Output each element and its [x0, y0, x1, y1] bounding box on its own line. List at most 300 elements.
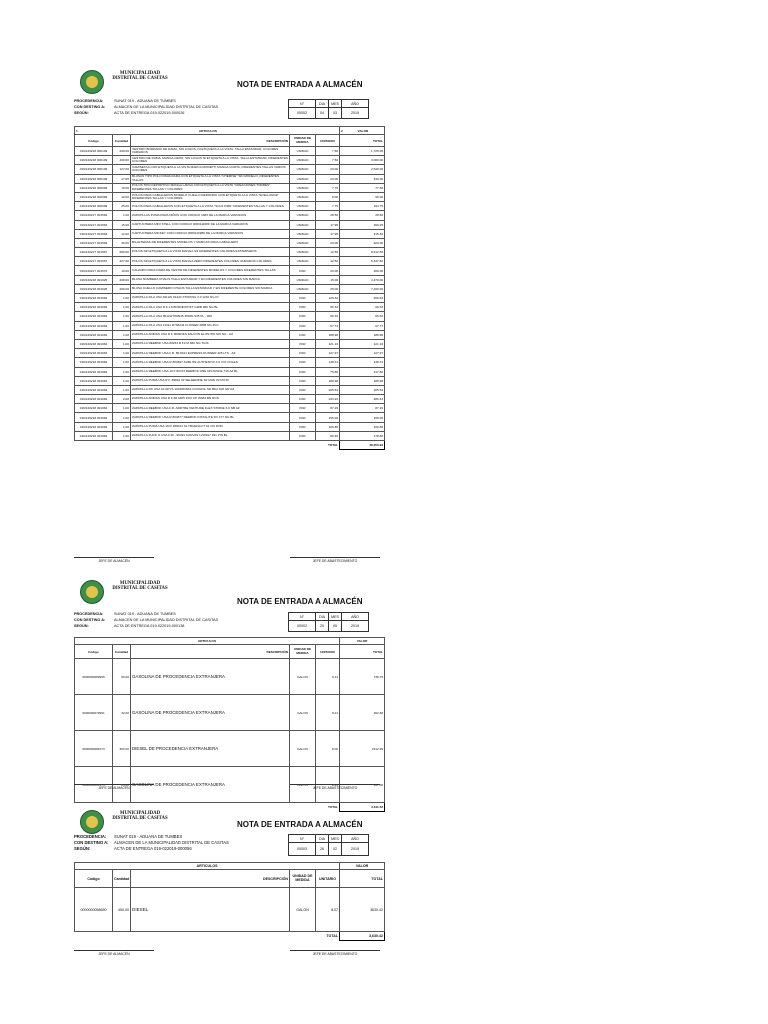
item-total: 200.00: [340, 266, 385, 275]
header-meta: [74, 99, 218, 116]
item-quantity: 90.00: [113, 659, 131, 695]
item-unit-price: 188.98: [316, 376, 340, 385]
col-unitario: UNITARIO: [316, 870, 340, 888]
item-total: 155.06: [340, 413, 385, 422]
item-unit-price: 8.06: [316, 731, 340, 767]
item-total: 148.31: [340, 358, 385, 367]
item-quantity: 450.00: [113, 888, 131, 932]
item-total: 197.06: [340, 767, 385, 803]
table-row: [75, 303, 385, 312]
item-unit: PAR: [290, 367, 316, 376]
item-unit-price: 25.00: [316, 284, 340, 293]
signature-jefe-abastecimiento: JEFE DE ABASTECIMIENTO: [290, 557, 380, 563]
destino-value: ALMACEN DE LA MUNICIPALIDAD DISTRITAL DE CASITAS: [114, 617, 219, 622]
item-unit: PAR: [290, 413, 316, 422]
total-row: [75, 441, 385, 450]
table-row: [75, 339, 385, 348]
item-total: 3,000.00: [340, 156, 385, 165]
mes-value: 05: [329, 621, 342, 632]
document-title: NOTA DE ENTRADA A ALMACÉN: [237, 597, 363, 606]
item-quantity: 689.00: [113, 248, 131, 257]
item-unit: PAR: [290, 294, 316, 303]
item-code: 019/120218 001662: [75, 294, 113, 303]
signature-jefe-abastecimiento: JEFE DE ABASTECIMIENTO: [290, 784, 380, 790]
col-cantidad: Cantidad: [113, 645, 131, 659]
column-header-row: [75, 645, 385, 659]
document-number-box: [288, 834, 369, 856]
item-description: DIESEL DE PROCEDENCIA EXTRANJERA: [131, 731, 290, 767]
articles-table: [74, 862, 385, 941]
item-code: 019/120218 001662: [75, 339, 113, 348]
item-total: 738.79: [340, 659, 385, 695]
item-unit: UNIDAD: [290, 147, 316, 156]
column-header-row: [75, 135, 385, 147]
item-unit: PAR: [290, 385, 316, 394]
item-description: VESTIDO DE DAMA, MANGA CERO, SIN LOGOS NI ETIQUETA A LA VISTA, TALLA ESTANDAR, DIFERENTES COLORES: [132, 155, 288, 164]
item-quantity: 298.00: [113, 275, 131, 284]
item-unit-price: 17.95: [316, 220, 340, 229]
ano-value: 2019: [342, 843, 369, 856]
nota-entrada-1: [70, 70, 385, 570]
municipal-seal-icon: [80, 810, 104, 834]
item-unit-price: 7.75: [316, 183, 340, 192]
dia-header: DIA: [316, 100, 329, 108]
table-row: [75, 695, 385, 731]
item-total: 66.32: [340, 312, 385, 321]
item-unit: PAR: [290, 266, 316, 275]
item-unit: UNIDAD: [290, 229, 316, 238]
item-description: GASOLINA DE PROCEDENCIA EXTRANJERA: [131, 767, 290, 803]
item-description: ZAPATILLA ADIDAS USA R.F. BRENKS FALCON ELITE 5W SW NG - AZ: [131, 330, 290, 339]
item-code: 019/120218 001662: [75, 349, 113, 358]
item-unit-price: 89.40: [316, 431, 340, 440]
grand-total: 3,630.42: [340, 932, 385, 941]
item-unit-price: 17.95: [316, 229, 340, 238]
table-row: [75, 174, 385, 183]
item-code: 019/120218 000109: [75, 156, 113, 165]
section-right-number: 2: [341, 128, 343, 133]
col-codigo: Código: [75, 645, 113, 659]
total-label: TOTAL: [328, 805, 339, 810]
valor-section-title: VALOR: [357, 128, 369, 133]
col-descripcion: DESCRIPCIÓN: [131, 870, 290, 888]
table-row: [75, 376, 385, 385]
col-descripcion: DESCRIPCIÓN: [131, 135, 290, 147]
item-code: 019/120218 001662: [75, 422, 113, 431]
table-row: [75, 257, 385, 266]
item-code: 019/120217 001564: [75, 229, 113, 238]
item-total: 269.25: [340, 220, 385, 229]
item-unit-price: 12.50: [316, 257, 340, 266]
articles-section-title: ARTICULOS: [75, 638, 340, 645]
item-code: 019/120218 000109: [75, 174, 113, 183]
item-code: 0000000081573: [75, 731, 113, 767]
item-quantity: 1.00: [113, 312, 131, 321]
item-unit: UNIDAD: [290, 165, 316, 174]
table-row: [75, 349, 385, 358]
municipality-name: MUNICIPALIDAD DISTRITAL DE CASITAS: [112, 581, 168, 592]
item-code: 019/120218 001625: [75, 275, 113, 284]
item-description: ZAPATILLA DC USA 10 ADYS 100188 BK2 COUNCIL SD BK2 108 GR AZ: [131, 385, 290, 394]
rows-body: [75, 888, 385, 932]
table-row: [75, 358, 385, 367]
item-unit-price: 67.73: [316, 321, 340, 330]
item-description: POLOS SIN ETIQUETA A LA VISTA MANGA ZERO DIFERENTES COLORES VARIADOS COLORES: [131, 257, 290, 266]
table-row: [75, 284, 385, 293]
document-number-box: [288, 99, 369, 119]
item-unit-price: 188.98: [316, 330, 340, 339]
item-unit: GALON: [290, 888, 316, 932]
table-row: [75, 220, 385, 229]
item-total: 28.50: [340, 211, 385, 220]
ano-header: AÑO: [342, 835, 369, 843]
nota-entrada-2: [70, 580, 385, 810]
item-quantity: 127.00: [113, 165, 131, 174]
item-quantity: 296.00: [113, 284, 131, 293]
table-row: [75, 367, 385, 376]
item-quantity: 15.00: [113, 220, 131, 229]
item-description: POLOS SIN ETIQUETA A LA VISTA MANGA 3/4 DIFERENTES COLORES ESTAMPADOS: [131, 248, 290, 257]
item-quantity: 12.00: [113, 192, 131, 201]
table-row: [75, 147, 385, 156]
item-quantity: 1.00: [113, 404, 131, 413]
item-unit-price: 87.29: [316, 404, 340, 413]
item-total: 178.80: [340, 431, 385, 440]
ano-header: AÑO: [342, 100, 369, 108]
item-quantity: 1.00: [113, 330, 131, 339]
col-unidad: UNIDAD DE MEDIDA: [290, 645, 316, 659]
item-total: 250.64: [340, 294, 385, 303]
item-quantity: 46.00: [113, 238, 131, 247]
item-quantity: 1.00: [113, 385, 131, 394]
item-unit-price: 20.00: [316, 165, 340, 174]
table-row: [75, 385, 385, 394]
col-descripcion: DESCRIPCIÓN: [131, 645, 290, 659]
item-description: ZAPATILLA REEBOK USA 80254 R F2 M 830 NG TGIS: [131, 339, 290, 348]
item-total: 920.00: [340, 238, 385, 247]
item-quantity: 1.00: [113, 339, 131, 348]
municipality-name: MUNICIPALIDAD DISTRITAL DE CASITAS: [112, 811, 168, 822]
item-unit: PAR: [290, 303, 316, 312]
section-header-row: [75, 127, 385, 135]
no-header: N°: [289, 613, 316, 621]
table-row: [75, 422, 385, 431]
item-code: 019/120218 001662: [75, 413, 113, 422]
item-total: 8,612.50: [340, 248, 385, 257]
item-description: BLUSA NUMBERA CHALIS TALLA ESTANDAR Y EN DIFERENTES COLORES SIN MARCA: [131, 275, 290, 284]
header-meta: [74, 612, 218, 629]
item-code: 019/120218 001662: [75, 358, 113, 367]
no-value: 00002: [289, 621, 316, 632]
item-quantity: 300.00: [113, 731, 131, 767]
item-total: 188.98: [340, 376, 385, 385]
item-description: POLOS PARA CABALLEROS CON ETIQUETA A LA VISTA "SOUL FIRE" DIFERENTES TALLAS Y COLORES: [131, 202, 290, 211]
item-quantity: 10.00: [113, 266, 131, 275]
segun-value: ACTA DE ENTREGA 019-022019-000056: [114, 845, 192, 851]
item-unit: UNIDAD: [290, 257, 316, 266]
articles-table: [74, 126, 385, 450]
item-unit: PAR: [290, 404, 316, 413]
item-description: ZAPATILLA ADIDAS USA R F 86 1665 ZXO CP W681 BN ROS: [131, 395, 290, 404]
item-description: BILLETERAS DE DIFERENTES MODELOS Y MARCAS PARA CABALLERO: [131, 238, 290, 247]
table-row: [75, 294, 385, 303]
item-quantity: 25.00: [113, 202, 131, 211]
item-quantity: 1.00: [113, 303, 131, 312]
table-row: [75, 183, 385, 192]
item-code: 0000000089995: [75, 659, 113, 695]
municipality-name: MUNICIPALIDAD DISTRITAL DE CASITAS: [112, 71, 168, 82]
item-code: 019/120217 001567: [75, 257, 113, 266]
item-code: 019/120217 001564: [75, 211, 113, 220]
item-unit-price: 66.32: [316, 303, 340, 312]
item-code: 0000000081575: [75, 767, 113, 803]
col-unitario: UNITARIO: [316, 135, 340, 147]
item-unit-price: 28.50: [316, 211, 340, 220]
procedencia-label: PROCEDENCIA:: [74, 612, 104, 616]
item-description: ZAPATILLA FILA USA 811LW 91244 XTRIXNG 3.0 1216 NG PI: [131, 294, 290, 303]
item-description: ZAPATILLA REEBOK USA R 804597 SUBLITE AUTHENTIC 4.0 V37 COLES: [131, 358, 290, 367]
section-left-number: 1: [76, 128, 78, 133]
table-row: [75, 404, 385, 413]
table-row: [75, 312, 385, 321]
item-description: CAMISETAS CON ETIQUETA A LA VISTA MARCA MORETTI MANGA CORTA, DIFERENTES TALLAS VARIOS COLORES: [131, 165, 290, 174]
item-quantity: 427.00: [113, 257, 131, 266]
municipal-seal-icon: [80, 580, 104, 604]
item-description: ZAPATILLA ZUCK O USA F.RI - 96491 CANVAS LVW917 491 279 BL: [131, 431, 290, 440]
destino-label: CON DESTINO A:: [74, 617, 106, 622]
item-code: 019/120218 001662: [75, 376, 113, 385]
section-header-row: [75, 863, 385, 870]
dia-value: 26: [316, 843, 329, 856]
destino-label: CON DESTINO A:: [74, 104, 106, 109]
item-total: 4,470.00: [340, 275, 385, 284]
item-code: 019/120218 001662: [75, 367, 113, 376]
item-unit-price: 12.50: [316, 248, 340, 257]
item-total: 5,337.50: [340, 257, 385, 266]
table-row: [75, 413, 385, 422]
item-total: 217.80: [340, 367, 385, 376]
table-row: [75, 202, 385, 211]
total-row: [75, 932, 385, 941]
item-total: 2412.99: [340, 731, 385, 767]
item-total: 486.44: [340, 395, 385, 404]
item-quantity: 1.00: [113, 376, 131, 385]
table-row: [75, 248, 385, 257]
item-code: 019/120218 000099: [75, 202, 113, 211]
col-unidad: UNIDAD DE MEDIDA: [290, 870, 316, 888]
item-code: 019/120218 001662: [75, 404, 113, 413]
item-code: 019/120218 001662: [75, 303, 113, 312]
segun-label: SEGÚN:: [74, 845, 91, 851]
item-description: ZAPATILLA FILA USA 851LW 890945 350RL 945 PL - 900: [131, 312, 290, 321]
table-row: [75, 330, 385, 339]
item-quantity: 10.00: [113, 183, 131, 192]
col-total: TOTAL: [340, 645, 385, 659]
item-unit: UNIDAD: [290, 183, 316, 192]
table-row: [75, 731, 385, 767]
item-quantity: 1.00: [113, 422, 131, 431]
table-row: [75, 238, 385, 247]
procedencia-value: SUNAT 019 - ADUANA DE TUMBES: [114, 99, 176, 103]
item-description: ZAPATILLA PUMA USA 18 R 188424 01 TRUENA FT 01 NG DOR: [131, 422, 290, 431]
item-description: ZAPATILLA REEBOK USA F.R. 86 8421 EXPRESS RUNNER 425 LTS - AZ: [131, 349, 290, 358]
mes-header: MES: [329, 100, 342, 108]
item-description: ZAPATILLA REEBOK USA 10 F 80473 REEBOK ONE DISTANCE 710 AZ BL: [131, 367, 290, 376]
item-unit-price: 8.00: [316, 192, 340, 201]
rows-body: [75, 659, 385, 803]
item-quantity: 1.00: [113, 321, 131, 330]
item-total: 66.32: [340, 303, 385, 312]
total-label: TOTAL: [328, 443, 339, 448]
item-description: POLOS TIPO DEPORTIVO MANGA LARGA CON ETIQUETA A LA VISTA "CREACIONES TORRES" DIFERENTES TALLAS Y COLORES: [131, 183, 290, 192]
col-unitario: UNITARIO: [316, 645, 340, 659]
item-quantity: 1.00: [113, 413, 131, 422]
item-unit-price: 127.97: [316, 349, 340, 358]
item-code: 019/120218 001662: [75, 395, 113, 404]
item-total: 7,400.00: [340, 284, 385, 293]
mes-header: MES: [329, 613, 342, 621]
item-unit: UNIDAD: [290, 211, 316, 220]
item-unit: GALON: [290, 695, 316, 731]
item-description: VESTIDO BORDADO DE DAMA, SIN LOGOS, NI ETIQUETA A LA VISTA, TALLA ESTANDAR, COLORES VARIADOS: [131, 147, 290, 156]
document-title: NOTA DE ENTRADA A ALMACÉN: [237, 80, 363, 89]
table-row: [75, 229, 385, 238]
col-total: TOTAL: [340, 870, 385, 888]
item-quantity: 32.00: [113, 695, 131, 731]
dia-header: DIA: [316, 835, 329, 843]
item-total: 194.75: [340, 202, 385, 211]
item-description: ZAPATILLA FILA USA R.F.1.8 BORNKIPOFT GRIB 960 NG BL: [131, 303, 290, 312]
grand-total: 3,611.52: [340, 803, 385, 812]
item-code: 019/120218 000109: [75, 147, 113, 156]
item-code: 019/120217 001567: [75, 248, 113, 257]
item-unit: UNIDAD: [290, 238, 316, 247]
col-codigo: Código: [75, 870, 113, 888]
item-code: 0000000079991: [75, 695, 113, 731]
signature-jefe-almacen: JEFE DE ALMACÉN: [74, 784, 154, 790]
item-description: BLUSAS TIPO POLO PARA DAMA CON ETIQUETA A LA VISTA "CHEMISE" SIN MODELO, DIFERENTES TALLAS: [131, 174, 290, 183]
item-unit-price: 8.21: [316, 695, 340, 731]
item-quantity: 1.00: [113, 367, 131, 376]
rows-body: [75, 147, 385, 441]
item-total: 3630.42: [340, 888, 385, 932]
item-unit: UNIDAD: [290, 174, 316, 183]
item-quantity: 1.00: [113, 431, 131, 440]
header-meta: [74, 834, 229, 851]
procedencia-label: PROCEDENCIA:: [74, 99, 104, 103]
item-code: 019/120218 000109: [75, 165, 113, 174]
item-quantity: 2.00: [113, 395, 131, 404]
item-unit: GALON: [290, 731, 316, 767]
item-description: CARTUCHERA MICKEY CON CODIGO 00001119B0 DE LA MARCA VARIADOS: [131, 229, 290, 238]
item-unit: UNIDAD: [290, 275, 316, 284]
table-row: [75, 211, 385, 220]
grand-total: 48,050.93: [340, 441, 385, 450]
item-quantity: 1.00: [113, 211, 131, 220]
table-row: [75, 321, 385, 330]
item-total: 215.40: [340, 229, 385, 238]
table-row: [75, 192, 385, 201]
procedencia-value: SUNAT 019 - ADUANA DE TUMBES: [114, 612, 176, 616]
item-quantity: 12.00: [113, 229, 131, 238]
item-unit-price: 155.06: [316, 413, 340, 422]
item-total: 67.77: [340, 321, 385, 330]
item-description: ZAPATILLA REEBOK USA R 804877 REEBOK INSTALITE RV 477 NG BL: [131, 413, 290, 422]
item-unit: PAR: [290, 376, 316, 385]
item-description: ZAPATILLA PUMA USA R.F. 89842 02 SELEEDINE SF MAD 02 ROJO: [131, 376, 290, 385]
no-header: N°: [289, 100, 316, 108]
ano-header: AÑO: [342, 613, 369, 621]
item-unit: GALON: [290, 659, 316, 695]
item-unit-price: 148.31: [316, 358, 340, 367]
valor-section-title: VALOR: [340, 638, 385, 645]
item-code: 019/120218 001662: [75, 321, 113, 330]
item-total: 2,540.00: [340, 165, 385, 174]
item-code: 019/120218 001662: [75, 385, 113, 394]
document-number-box: [288, 612, 369, 632]
item-unit-price: 8.21: [316, 659, 340, 695]
item-unit-price: 20.00: [316, 238, 340, 247]
item-code: 019/120218 001662: [75, 330, 113, 339]
item-unit-price: 8.21: [316, 767, 340, 803]
document-title: NOTA DE ENTRADA A ALMACÉN: [237, 820, 363, 829]
no-value: 00002: [289, 108, 316, 119]
item-unit-price: 7.50: [316, 156, 340, 165]
item-description: ZAPATILLA REEBOK USA F.R. ARDTRE VENTURE FLEX STRIDE 6.0 NB AZ: [131, 404, 290, 413]
item-total: 1,725.00: [340, 147, 385, 156]
item-description: GASOLINA DE PROCEDENCIA EXTRANJERA: [131, 695, 290, 731]
item-description: BLUSA CUELLO CAMISERO CHALIS TALLA ESTANDAR Y EN DIFERENTE COLORES SIN MARCA: [131, 284, 290, 293]
item-unit: UNIDAD: [290, 220, 316, 229]
item-unit: UNIDAD: [290, 192, 316, 201]
item-description: POLOS PARA CABALLEROS MODELO CUELLO REDONDO CON ETIQUETA A LA VISTA "SCELLANCE" DIFERENTES TALLAS Y COLORES: [131, 192, 290, 201]
total-label: TOTAL: [326, 934, 339, 939]
destino-value: ALMACEN DE LA MUNICIPALIDAD DISTRITAL DE CASITAS: [114, 839, 229, 845]
item-unit: PAR: [290, 312, 316, 321]
table-row: [75, 156, 385, 165]
item-quantity: 1.00: [113, 294, 131, 303]
item-total: 188.98: [340, 330, 385, 339]
item-unit-price: 75.80: [316, 367, 340, 376]
item-code: 019/120218 000099: [75, 192, 113, 201]
item-unit-price: 109.86: [316, 422, 340, 431]
item-unit: PAR: [290, 358, 316, 367]
valor-section-title: VALOR: [340, 863, 385, 870]
item-unit: PAR: [290, 395, 316, 404]
item-total: 262.68: [340, 695, 385, 731]
item-unit: GALON: [290, 767, 316, 803]
item-code: 0000000058650: [75, 888, 113, 932]
col-codigo: Código: [75, 135, 113, 147]
item-description: GASOLINA DE PROCEDENCIA EXTRANJERA: [131, 659, 290, 695]
item-code: 019/120217 001564: [75, 220, 113, 229]
table-row: [75, 888, 385, 932]
item-quantity: 24.00: [113, 767, 131, 803]
item-unit-price: 15.00: [316, 275, 340, 284]
ano-value: 2019: [342, 621, 369, 632]
item-unit-price: 8.07: [316, 888, 340, 932]
item-unit: PAR: [290, 422, 316, 431]
item-unit-price: 243.22: [316, 395, 340, 404]
articles-section-title: ARTICULOS: [75, 863, 340, 870]
table-row: [75, 275, 385, 284]
table-row: [75, 659, 385, 695]
table-row: [75, 266, 385, 275]
item-code: 019/120218 001662: [75, 431, 113, 440]
item-unit-price: 7.79: [316, 202, 340, 211]
segun-label: SEGÚN:: [74, 110, 89, 115]
col-cantidad: Cantidad: [113, 870, 131, 888]
